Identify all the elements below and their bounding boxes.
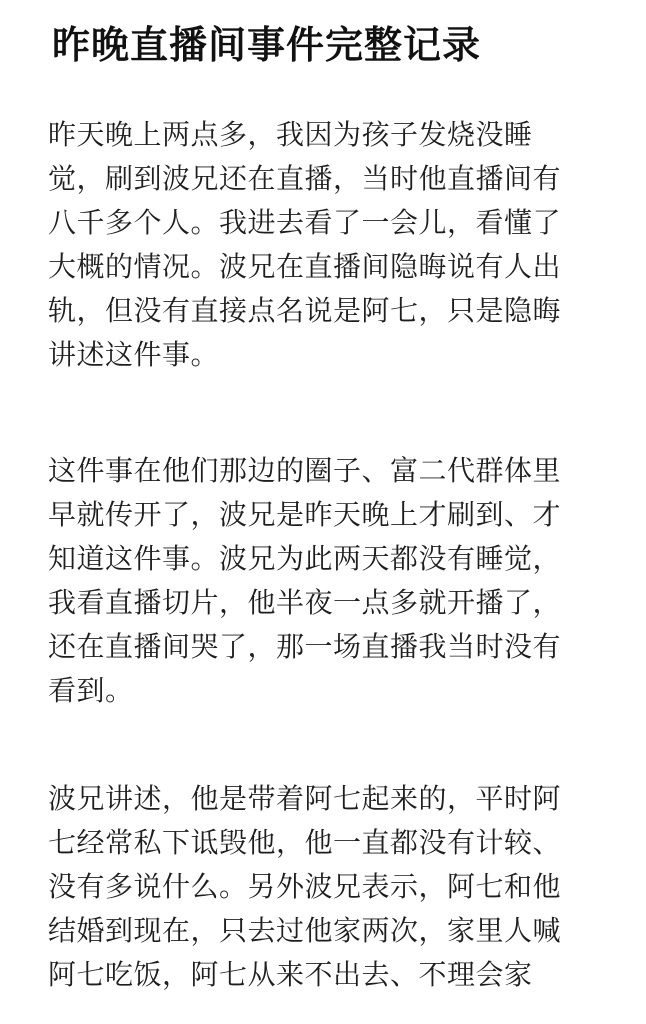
paragraph-line: 看到。 bbox=[48, 674, 134, 707]
paragraph-line: 讲述这件事。 bbox=[48, 338, 220, 371]
paragraph-line: 结婚到现在，只去过他家两次，家里人喊 bbox=[48, 914, 562, 947]
article-title: 昨晚直播间事件完整记录 bbox=[52, 23, 482, 67]
paragraph-line: 八千多个人。我进去看了一会儿，看懂了 bbox=[48, 206, 562, 239]
paragraph-line: 早就传开了，波兄是昨天晚上才刷到、才 bbox=[48, 498, 562, 531]
paragraph-line: 阿七吃饭，阿七从来不出去、不理会家 bbox=[48, 958, 533, 991]
paragraph-line: 还在直播间哭了，那一场直播我当时没有 bbox=[48, 630, 562, 663]
paragraph-line: 这件事在他们那边的圈子、富二代群体里 bbox=[48, 454, 562, 487]
paragraph-line: 波兄讲述，他是带着阿七起来的，平时阿 bbox=[48, 782, 562, 815]
paragraph-line: 没有多说什么。另外波兄表示，阿七和他 bbox=[48, 870, 562, 903]
paragraph-line: 轨，但没有直接点名说是阿七，只是隐晦 bbox=[48, 294, 562, 327]
paragraph-line: 昨天晚上两点多，我因为孩子发烧没睡 bbox=[48, 118, 533, 151]
paragraph-line: 觉，刷到波兄还在直播，当时他直播间有 bbox=[48, 162, 562, 195]
paragraph-line: 七经常私下诋毁他，他一直都没有计较、 bbox=[48, 826, 562, 859]
article-paragraph bbox=[48, 777, 561, 997]
paragraph-line: 大概的情况。波兄在直播间隐晦说有人出 bbox=[48, 250, 562, 283]
article-paragraph bbox=[48, 113, 561, 377]
paragraph-line: 知道这件事。波兄为此两天都没有睡觉， bbox=[48, 542, 562, 575]
article-paragraph bbox=[48, 449, 561, 713]
paragraph-line: 我看直播切片，他半夜一点多就开播了， bbox=[48, 586, 562, 619]
